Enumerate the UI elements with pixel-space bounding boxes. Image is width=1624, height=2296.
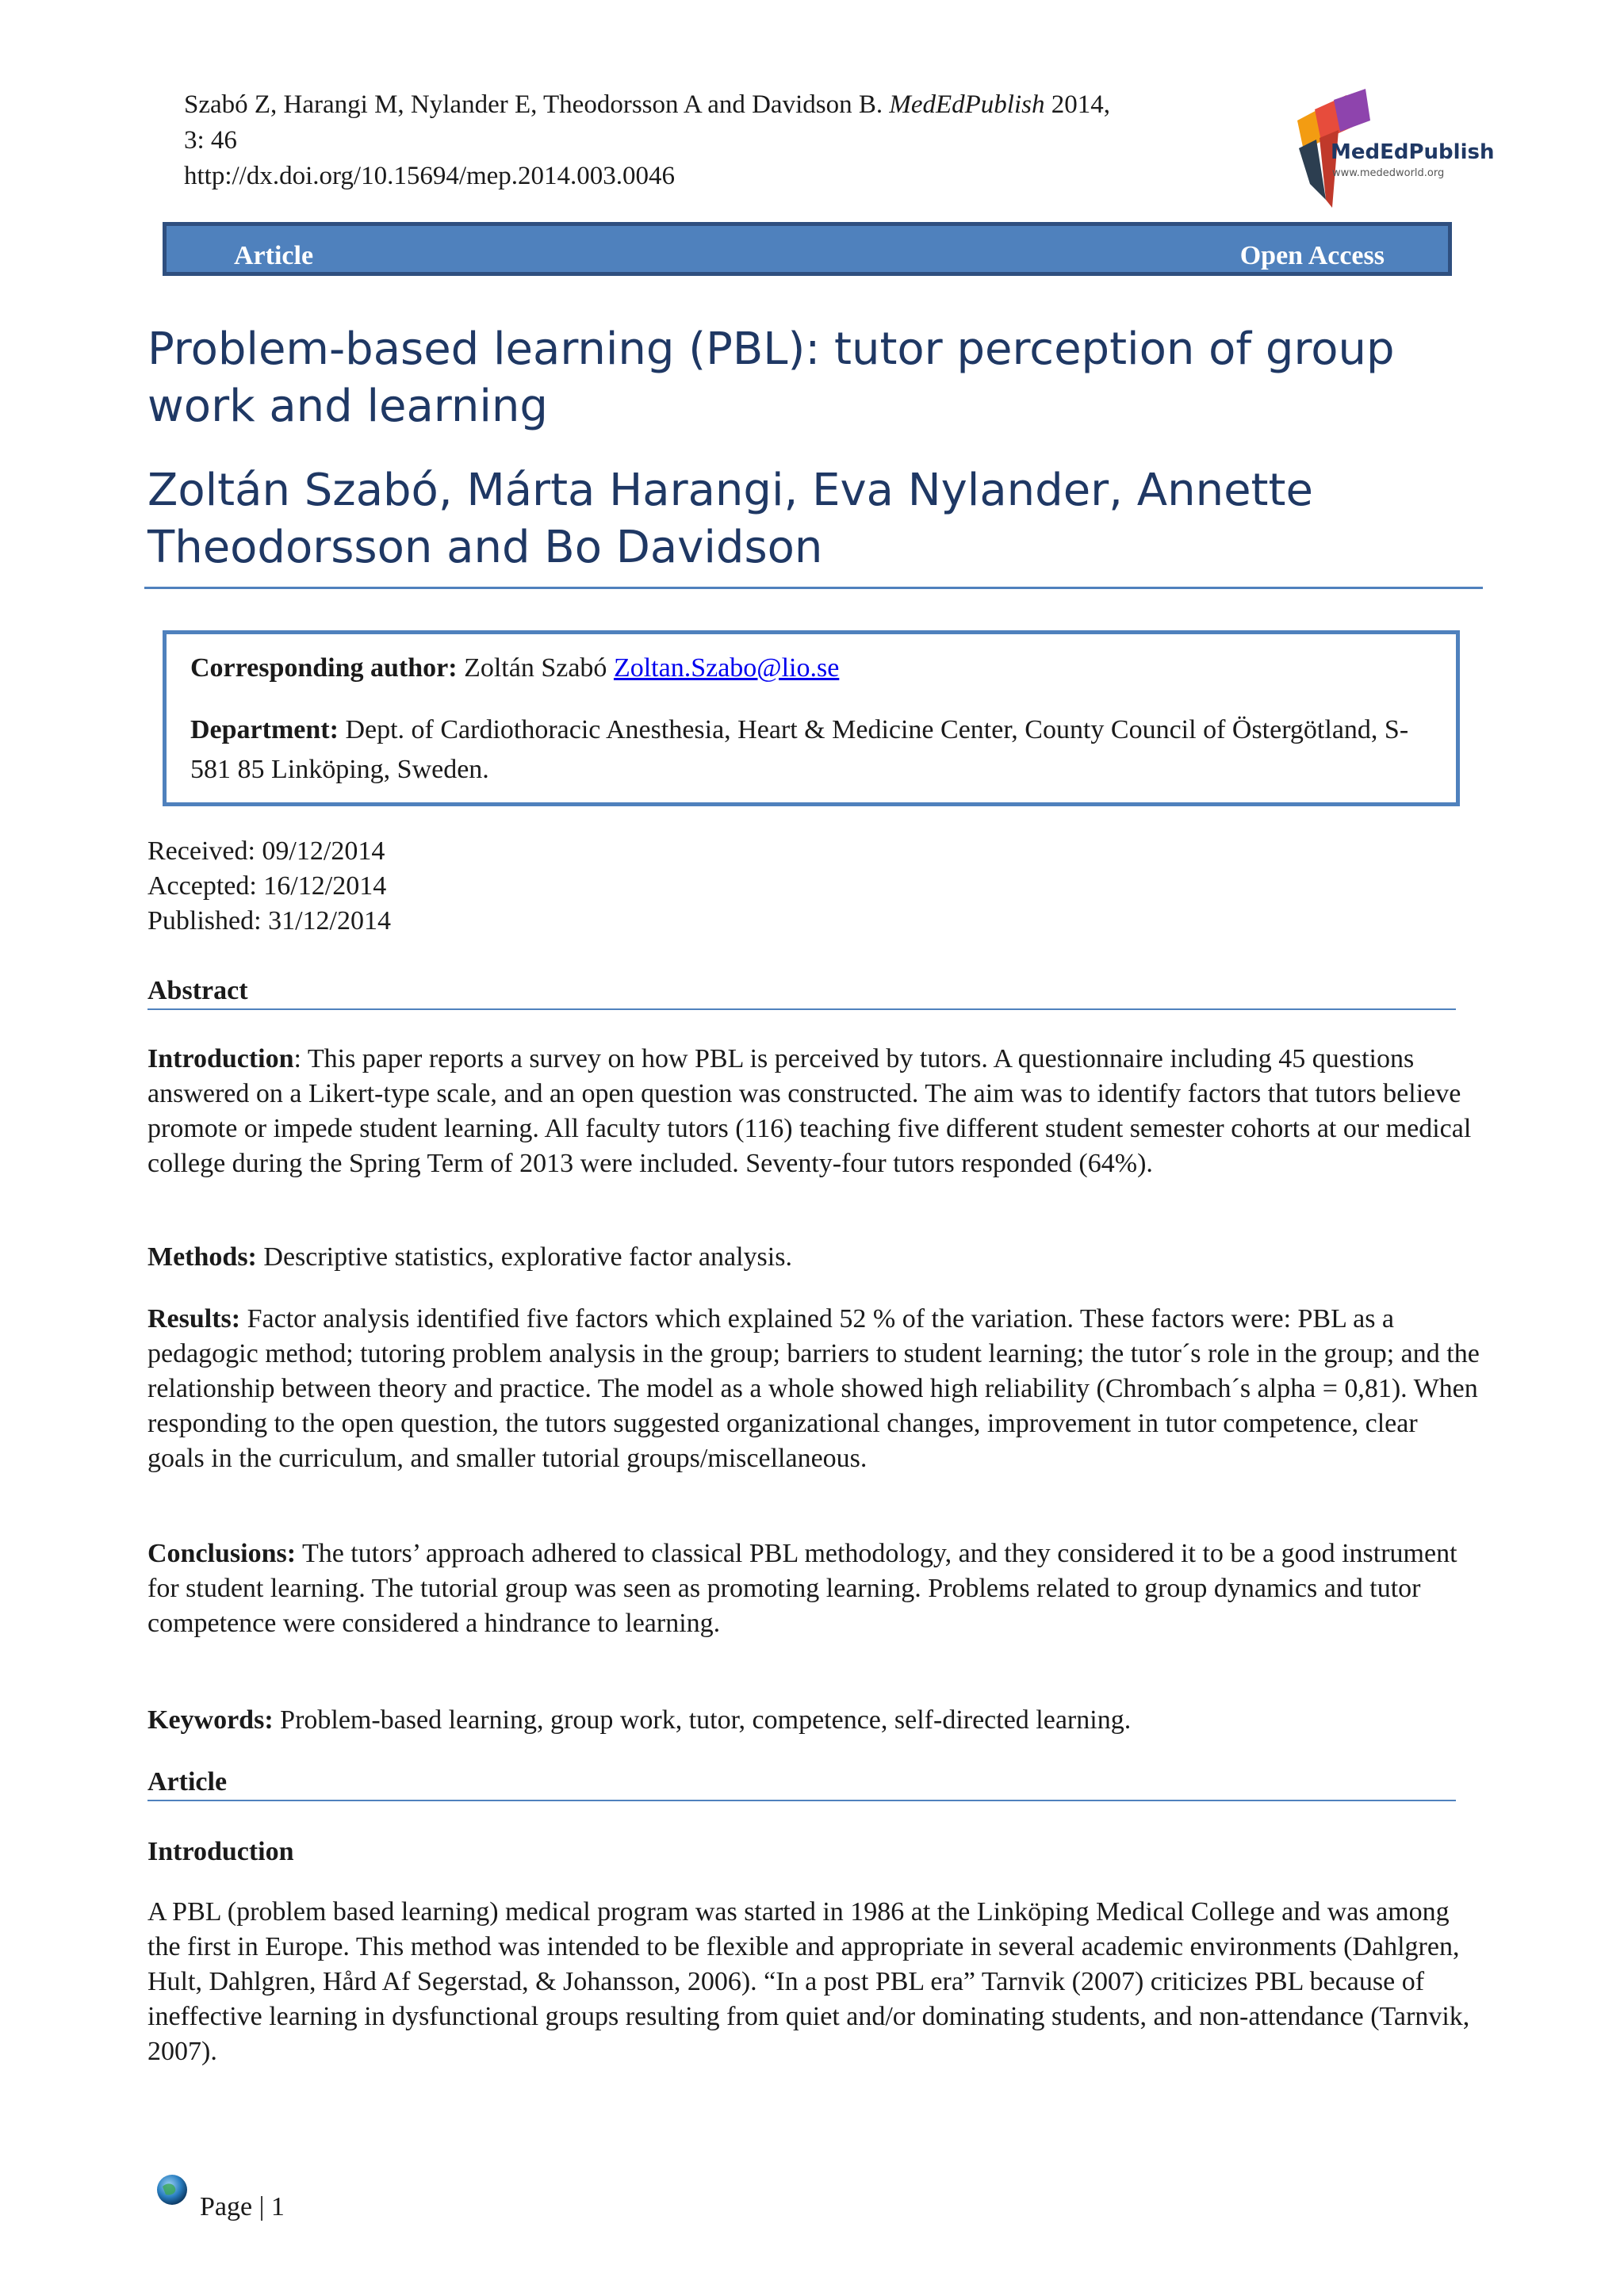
author-info-box	[163, 630, 1460, 806]
abstract-introduction: Introduction: This paper reports a survey on how PBL is perceived by tutors. A questionnaire including 45 questions answered on a Likert-type scale, and an open question was constructed. The aim was to identify factors that tutors believe promote or impede student learning. All faculty tutors (116) teaching five different student semester cohorts at our medical college during the Spring Term of 2013 were included. Seventy-four tutors responded (64%).	[147, 1044, 1472, 1178]
corresponding-author-line: Corresponding author: Zoltán Szabó Zoltan.Szabo@lio.se	[190, 653, 840, 683]
article-banner	[163, 222, 1452, 276]
banner-article-label: Article	[234, 241, 314, 270]
banner-open-access-label: Open Access	[1239, 241, 1385, 270]
journal-name: MedEdPublish	[889, 90, 1045, 119]
email-link[interactable]: Zoltan.Szabo@lio.se	[613, 653, 840, 683]
department-line: Department: Dept. of Cardiothoracic Anesthesia, Heart & Medicine Center, County Council of Östergötland, S-581 85 Linköping, Sweden.	[190, 715, 1409, 784]
accepted-date: Accepted: 16/12/2014	[147, 871, 387, 901]
citation-line-2: 3: 46	[184, 126, 237, 155]
logo-url: www.mededworld.org	[1332, 167, 1445, 179]
article-heading: Article	[147, 1765, 1456, 1801]
received-date: Received: 09/12/2014	[147, 836, 385, 866]
mededpublish-logo	[1283, 89, 1495, 208]
publication-dates	[147, 834, 391, 939]
paper-authors: Zoltán Szabó, Márta Harangi, Eva Nylander, Annette Theodorsson and Bo Davidson	[147, 465, 1313, 573]
abstract-results: Results: Factor analysis identified five factors which explained 52 % of the variation. These factors were: PBL as a pedagogic method; tutoring problem analysis in the group; barriers to student learning; the tutor´s role in the group; and the relationship between theory and practice. The model as a whole showed high reliability (Chrombach´s alpha = 0,81). When responding to the open question, the tutors suggested organizational changes, improvement in tutor competence, clear goals in the curriculum, and smaller tutorial groups/miscellaneous.	[147, 1304, 1480, 1473]
doi-link[interactable]: http://dx.doi.org/10.15694/mep.2014.003.0046	[184, 162, 676, 190]
abstract-heading: Abstract	[147, 974, 1456, 1010]
citation-header	[184, 87, 1278, 194]
published-date: Published: 31/12/2014	[147, 906, 391, 936]
abstract-methods: Methods: Descriptive statistics, explorative factor analysis.	[147, 1242, 792, 1272]
citation-line-1: Szabó Z, Harangi M, Nylander E, Theodorsson A and Davidson B. MedEdPublish 2014,	[184, 90, 1110, 119]
page-number: Page | 1	[200, 2192, 285, 2221]
abstract-keywords: Keywords: Problem-based learning, group work, tutor, competence, self-directed learning.	[147, 1705, 1132, 1735]
logo-name: MedEdPublish	[1331, 140, 1495, 164]
abstract-conclusions: Conclusions: The tutors’ approach adhered to classical PBL methodology, and they considered it to be a good instrument for student learning. The tutorial group was seen as promoting learning. Problems related to group dynamics and tutor competence were considered a hindrance to learning.	[147, 1539, 1457, 1638]
title-divider	[144, 587, 1483, 589]
introduction-heading: Introduction	[147, 1837, 294, 1866]
paper-title: Problem-based learning (PBL): tutor perception of group work and learning	[147, 323, 1395, 432]
globe-icon	[155, 2172, 190, 2207]
introduction-body: A PBL (problem based learning) medical program was started in 1986 at the Linköping Medical College and was among the first in Europe. This method was intended to be flexible and appropriate in several academic environments (Dahlgren, Hult, Dahlgren, Hård Af Segerstad, & Johansson, 2006). “In a post PBL era” Tarnvik (2007) criticizes PBL because of ineffective learning in dysfunctional groups resulting from quiet and/or dominating students, and non-attendance (Tarnvik, 2007).	[147, 1897, 1470, 2066]
